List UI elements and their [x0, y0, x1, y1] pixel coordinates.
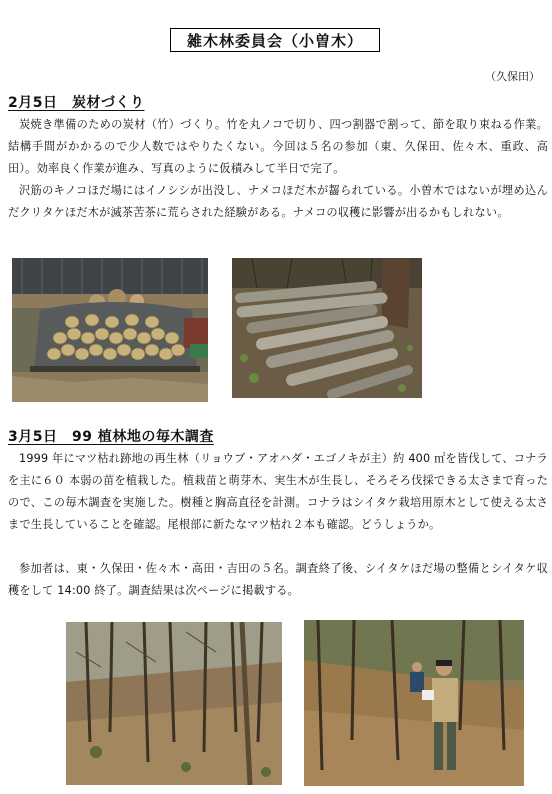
page-title: 雑木林委員会（小曽木） — [170, 28, 380, 52]
planted-forest-photo — [66, 622, 282, 785]
bamboo-bundle-photo — [12, 258, 208, 402]
author-name: （久保田） — [485, 70, 540, 83]
section1-paragraph-1: 炭焼き準備のための炭材（竹）づくり。竹を丸ノコで切り、四つ割器で割って、節を取り束ねる作業。結構手間がかかるので少人数ではやりたくない。今回は５名の参加（東、久保田、佐々木、重政、高田）。効率良く作業が進み、写真のように仮積みして半日で完了。 — [8, 118, 548, 175]
section2-paragraph-2: 参加者は、東・久保田・佐々木・高田・吉田の５名。調査終了後、シイタケほだ場の整備とシイタケ収穫をして 14:00 終了。調査結果は次ページに掲載する。 — [8, 562, 548, 597]
survey-person-photo — [304, 620, 524, 786]
section2-paragraph-1: 1999 年にマツ枯れ跡地の再生林（リョウブ・アオハダ・エゴノキが主）約 400 ㎡を皆伐して、コナラを主に６０ 本弱の苗を植栽した。植栽苗と萌芽木、実生木が生長し、そろそろ伐採できる太さまで育ったので、この毎木調査を実施した。樹種と胸高直径を計測。コナラはシイタケ栽培用原木として使える太さまで生長していることを確認。尾根部に新たなマツ枯れ２本も確認。どうしょうか。 — [8, 452, 548, 531]
section2-heading: 3月5日 99 植林地の毎木調査 — [8, 429, 214, 445]
mushroom-logs-photo — [232, 258, 422, 398]
section1-paragraph-2: 沢筋のキノコほだ場にはイノシシが出没し、ナメコほだ木が齧られている。小曽木ではないが埋め込んだクリタケほだ木が滅茶苦茶に荒らされた経験がある。ナメコの収穫に影響が出るかもしれない。 — [8, 184, 548, 219]
section1-heading: 2月5日 炭材づくり — [8, 95, 145, 111]
